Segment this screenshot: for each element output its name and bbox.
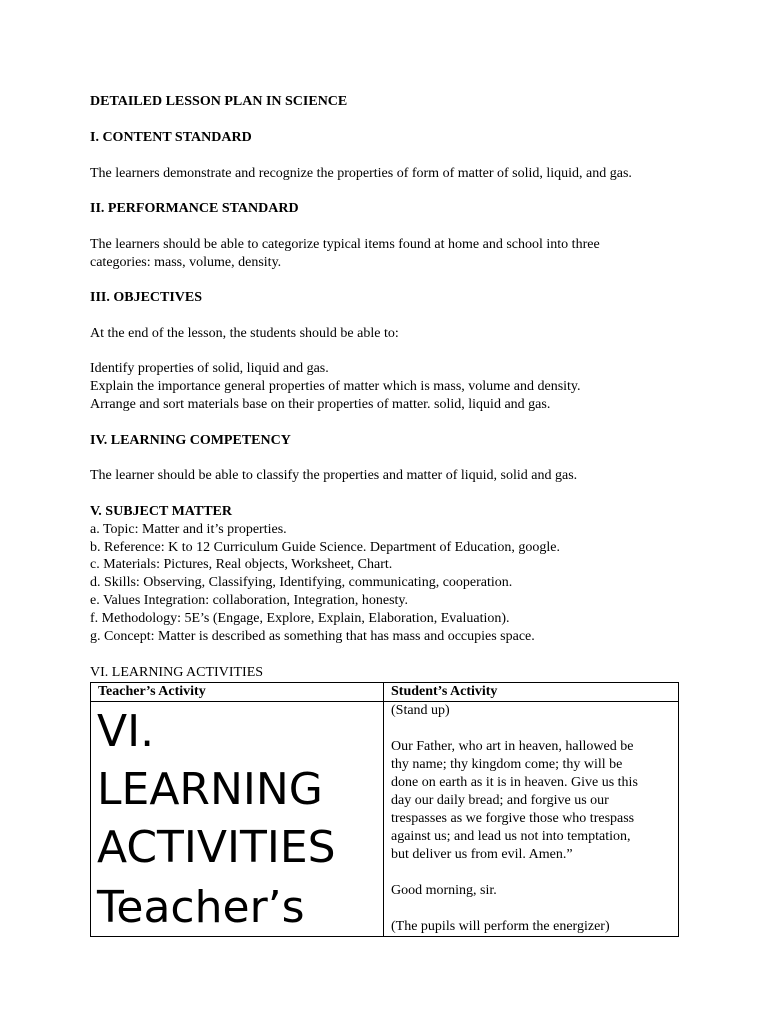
subject-matter-item: e. Values Integration: collaboration, Integration, honesty. — [90, 593, 409, 608]
subject-matter-item: g. Concept: Matter is described as something that has mass and occupies space. — [90, 629, 535, 644]
objective-item: Explain the importance general properties of matter which is mass, volume and density. — [90, 379, 581, 394]
student-activity-cell — [384, 702, 679, 937]
teacher-big-text-line: Teacher’s — [97, 882, 305, 933]
subject-matter-item: d. Skills: Observing, Classifying, Identifying, communicating, cooperation. — [90, 575, 513, 590]
content-standard-text: The learners demonstrate and recognize the properties of form of matter of solid, liquid, and gas. — [90, 166, 632, 181]
performance-standard-heading: II. PERFORMANCE STANDARD — [90, 201, 299, 216]
objective-item: Identify properties of solid, liquid and gas. — [90, 361, 329, 376]
teacher-big-text-line: ACTIVITIES — [97, 822, 336, 873]
prayer-line: but deliver us from evil. Amen.” — [391, 847, 573, 862]
prayer-line: against us; and lead us not into temptation, — [391, 829, 631, 844]
table-header-row — [91, 683, 679, 702]
teacher-activity-header: Teacher’s Activity — [91, 683, 384, 702]
learning-activities-table — [90, 682, 679, 937]
objectives-intro: At the end of the lesson, the students should be able to: — [90, 326, 399, 341]
teacher-big-text-line: VI. — [97, 706, 155, 757]
objective-item: Arrange and sort materials base on their properties of matter. solid, liquid and gas. — [90, 397, 551, 412]
content-standard-heading: I. CONTENT STANDARD — [90, 130, 252, 145]
learning-competency-heading: IV. LEARNING COMPETENCY — [90, 433, 291, 448]
subject-matter-item: a. Topic: Matter and it’s properties. — [90, 522, 287, 537]
teacher-big-text-line: LEARNING — [97, 764, 323, 815]
subject-matter-item: b. Reference: K to 12 Curriculum Guide Science. Department of Education, google. — [90, 540, 561, 555]
prayer-line: done on earth as it is in heaven. Give us this — [391, 775, 638, 790]
prayer-line: trespasses as we forgive those who trespass — [391, 811, 635, 826]
student-activity-header: Student’s Activity — [384, 683, 679, 702]
prayer-line: day our daily bread; and forgive us our — [391, 793, 609, 808]
learning-activities-heading: VI. LEARNING ACTIVITIES — [90, 665, 264, 680]
prayer-line: thy name; thy kingdom come; thy will be — [391, 757, 623, 772]
energizer-text: (The pupils will perform the energizer) — [391, 919, 610, 934]
performance-standard-text-line1: The learners should be able to categorize typical items found at home and school into three — [90, 237, 600, 252]
table-row — [91, 702, 679, 937]
stand-up-text: (Stand up) — [391, 703, 450, 718]
subject-matter-item: f. Methodology: 5E’s (Engage, Explore, Explain, Elaboration, Evaluation). — [90, 611, 510, 626]
subject-matter-heading: V. SUBJECT MATTER — [90, 504, 232, 519]
document-title: DETAILED LESSON PLAN IN SCIENCE — [90, 94, 348, 109]
teacher-activity-cell — [91, 702, 384, 937]
prayer-line: Our Father, who art in heaven, hallowed be — [391, 739, 634, 754]
greeting-text: Good morning, sir. — [391, 883, 497, 898]
learning-competency-text: The learner should be able to classify the properties and matter of liquid, solid and gas. — [90, 468, 578, 483]
performance-standard-text-line2: categories: mass, volume, density. — [90, 255, 282, 270]
objectives-heading: III. OBJECTIVES — [90, 290, 203, 305]
subject-matter-item: c. Materials: Pictures, Real objects, Worksheet, Chart. — [90, 557, 393, 572]
